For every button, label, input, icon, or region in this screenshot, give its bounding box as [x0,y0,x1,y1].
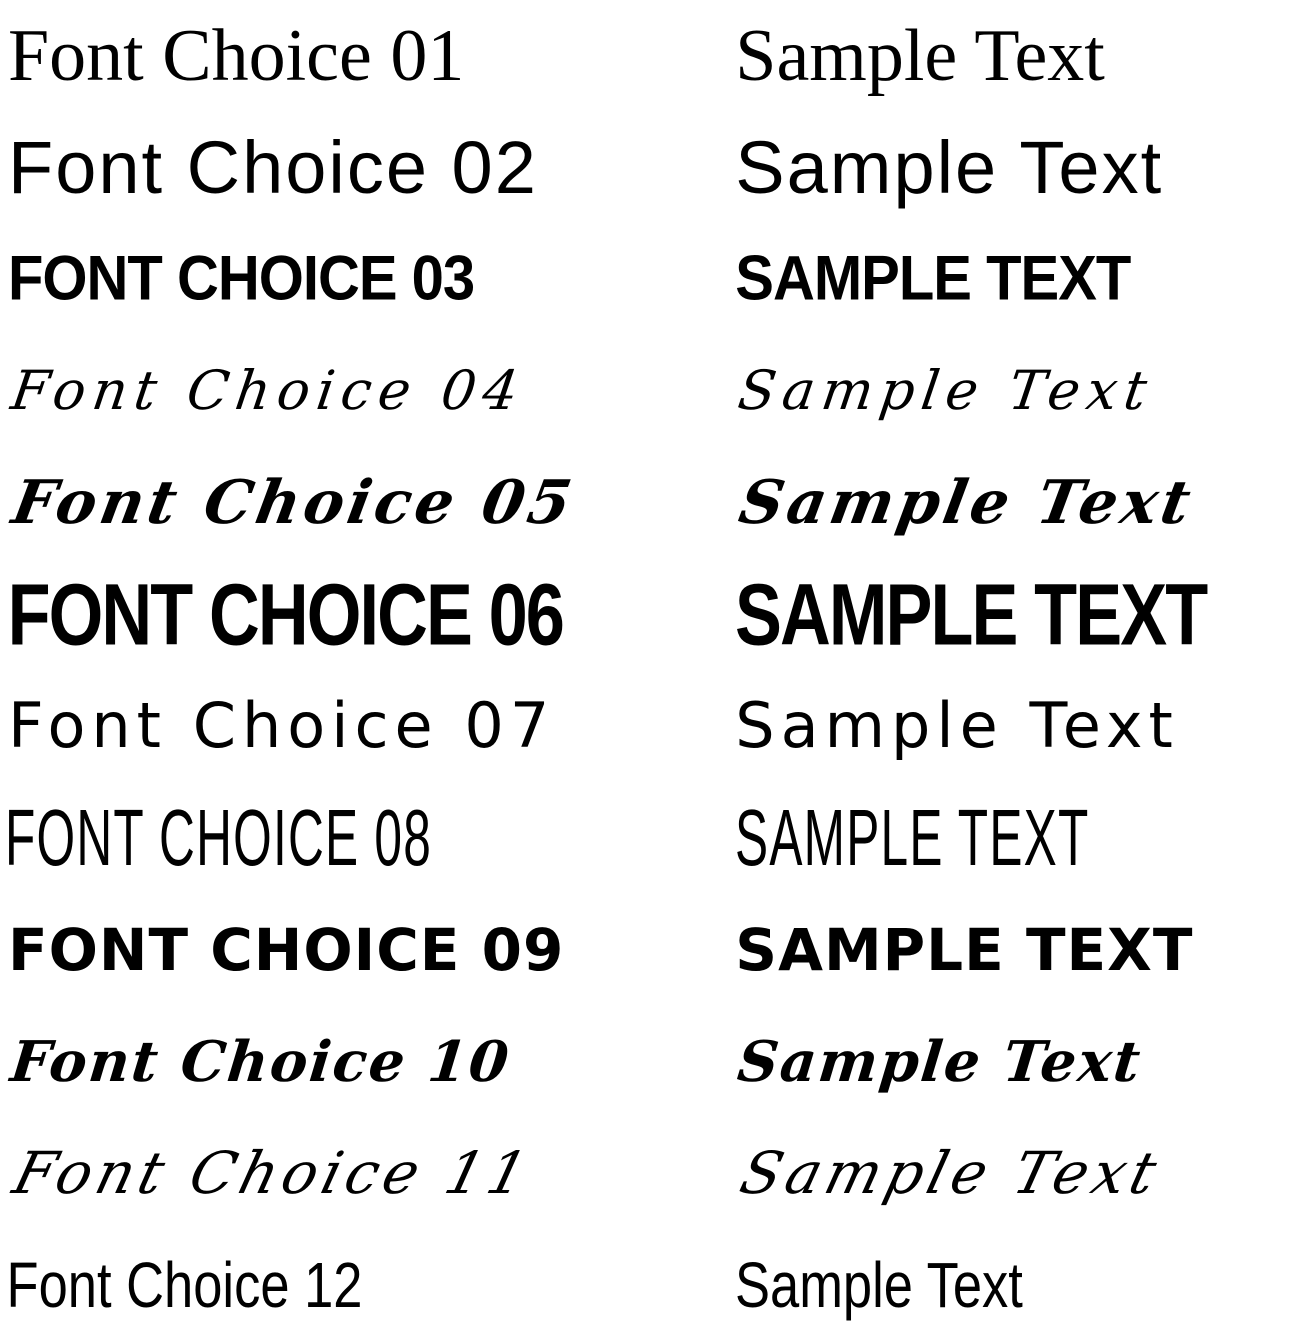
font-choice-label-03: FONT CHOICE 03 [8,243,475,314]
sample-text-09: SAMPLE TEXT [735,915,1194,984]
font-choice-label-02: Font Choice 02 [8,125,538,209]
sample-text-02: Sample Text [735,125,1164,209]
font-choice-label-10: Font Choice 10 [7,1028,514,1095]
font-row-08 [0,782,1290,894]
font-row-06 [0,559,1290,671]
sample-text-10: Sample Text [734,1028,1146,1095]
font-choice-label-06: FONT CHOICE 06 [7,565,564,664]
font-choice-label-11: Font Choice 11 [6,1139,540,1208]
font-row-04 [0,335,1290,447]
font-row-05 [0,447,1290,559]
font-choice-label-12: Font Choice 12 [6,1249,363,1322]
sample-text-11: Sample Text [734,1139,1169,1208]
sample-text-01: Sample Text [735,14,1105,97]
sample-text-03: SAMPLE TEXT [735,243,1131,314]
font-choice-label-04: Font Choice 04 [7,359,529,423]
font-row-03 [0,224,1290,336]
font-row-02 [0,112,1290,224]
font-row-10 [0,1006,1290,1118]
sample-text-12: Sample Text [735,1249,1024,1322]
sample-text-07: Sample Text [735,689,1179,763]
font-choice-label-01: Font Choice 01 [8,14,465,97]
font-row-11 [0,1118,1290,1230]
font-choice-label-09: FONT CHOICE 09 [8,915,565,984]
font-row-01 [0,0,1290,112]
sample-text-05: Sample Text [734,467,1200,538]
sample-text-04: Sample Text [734,359,1158,423]
font-row-07 [0,671,1290,783]
font-row-09 [0,894,1290,1006]
font-choice-label-07: Font Choice 07 [8,689,556,763]
font-choice-label-08: FONT CHOICE 08 [4,793,433,883]
font-choice-label-05: Font Choice 05 [7,467,581,538]
sample-text-06: SAMPLE TEXT [735,565,1207,664]
sample-text-08: SAMPLE TEXT [735,793,1090,883]
font-row-12 [0,1229,1290,1341]
